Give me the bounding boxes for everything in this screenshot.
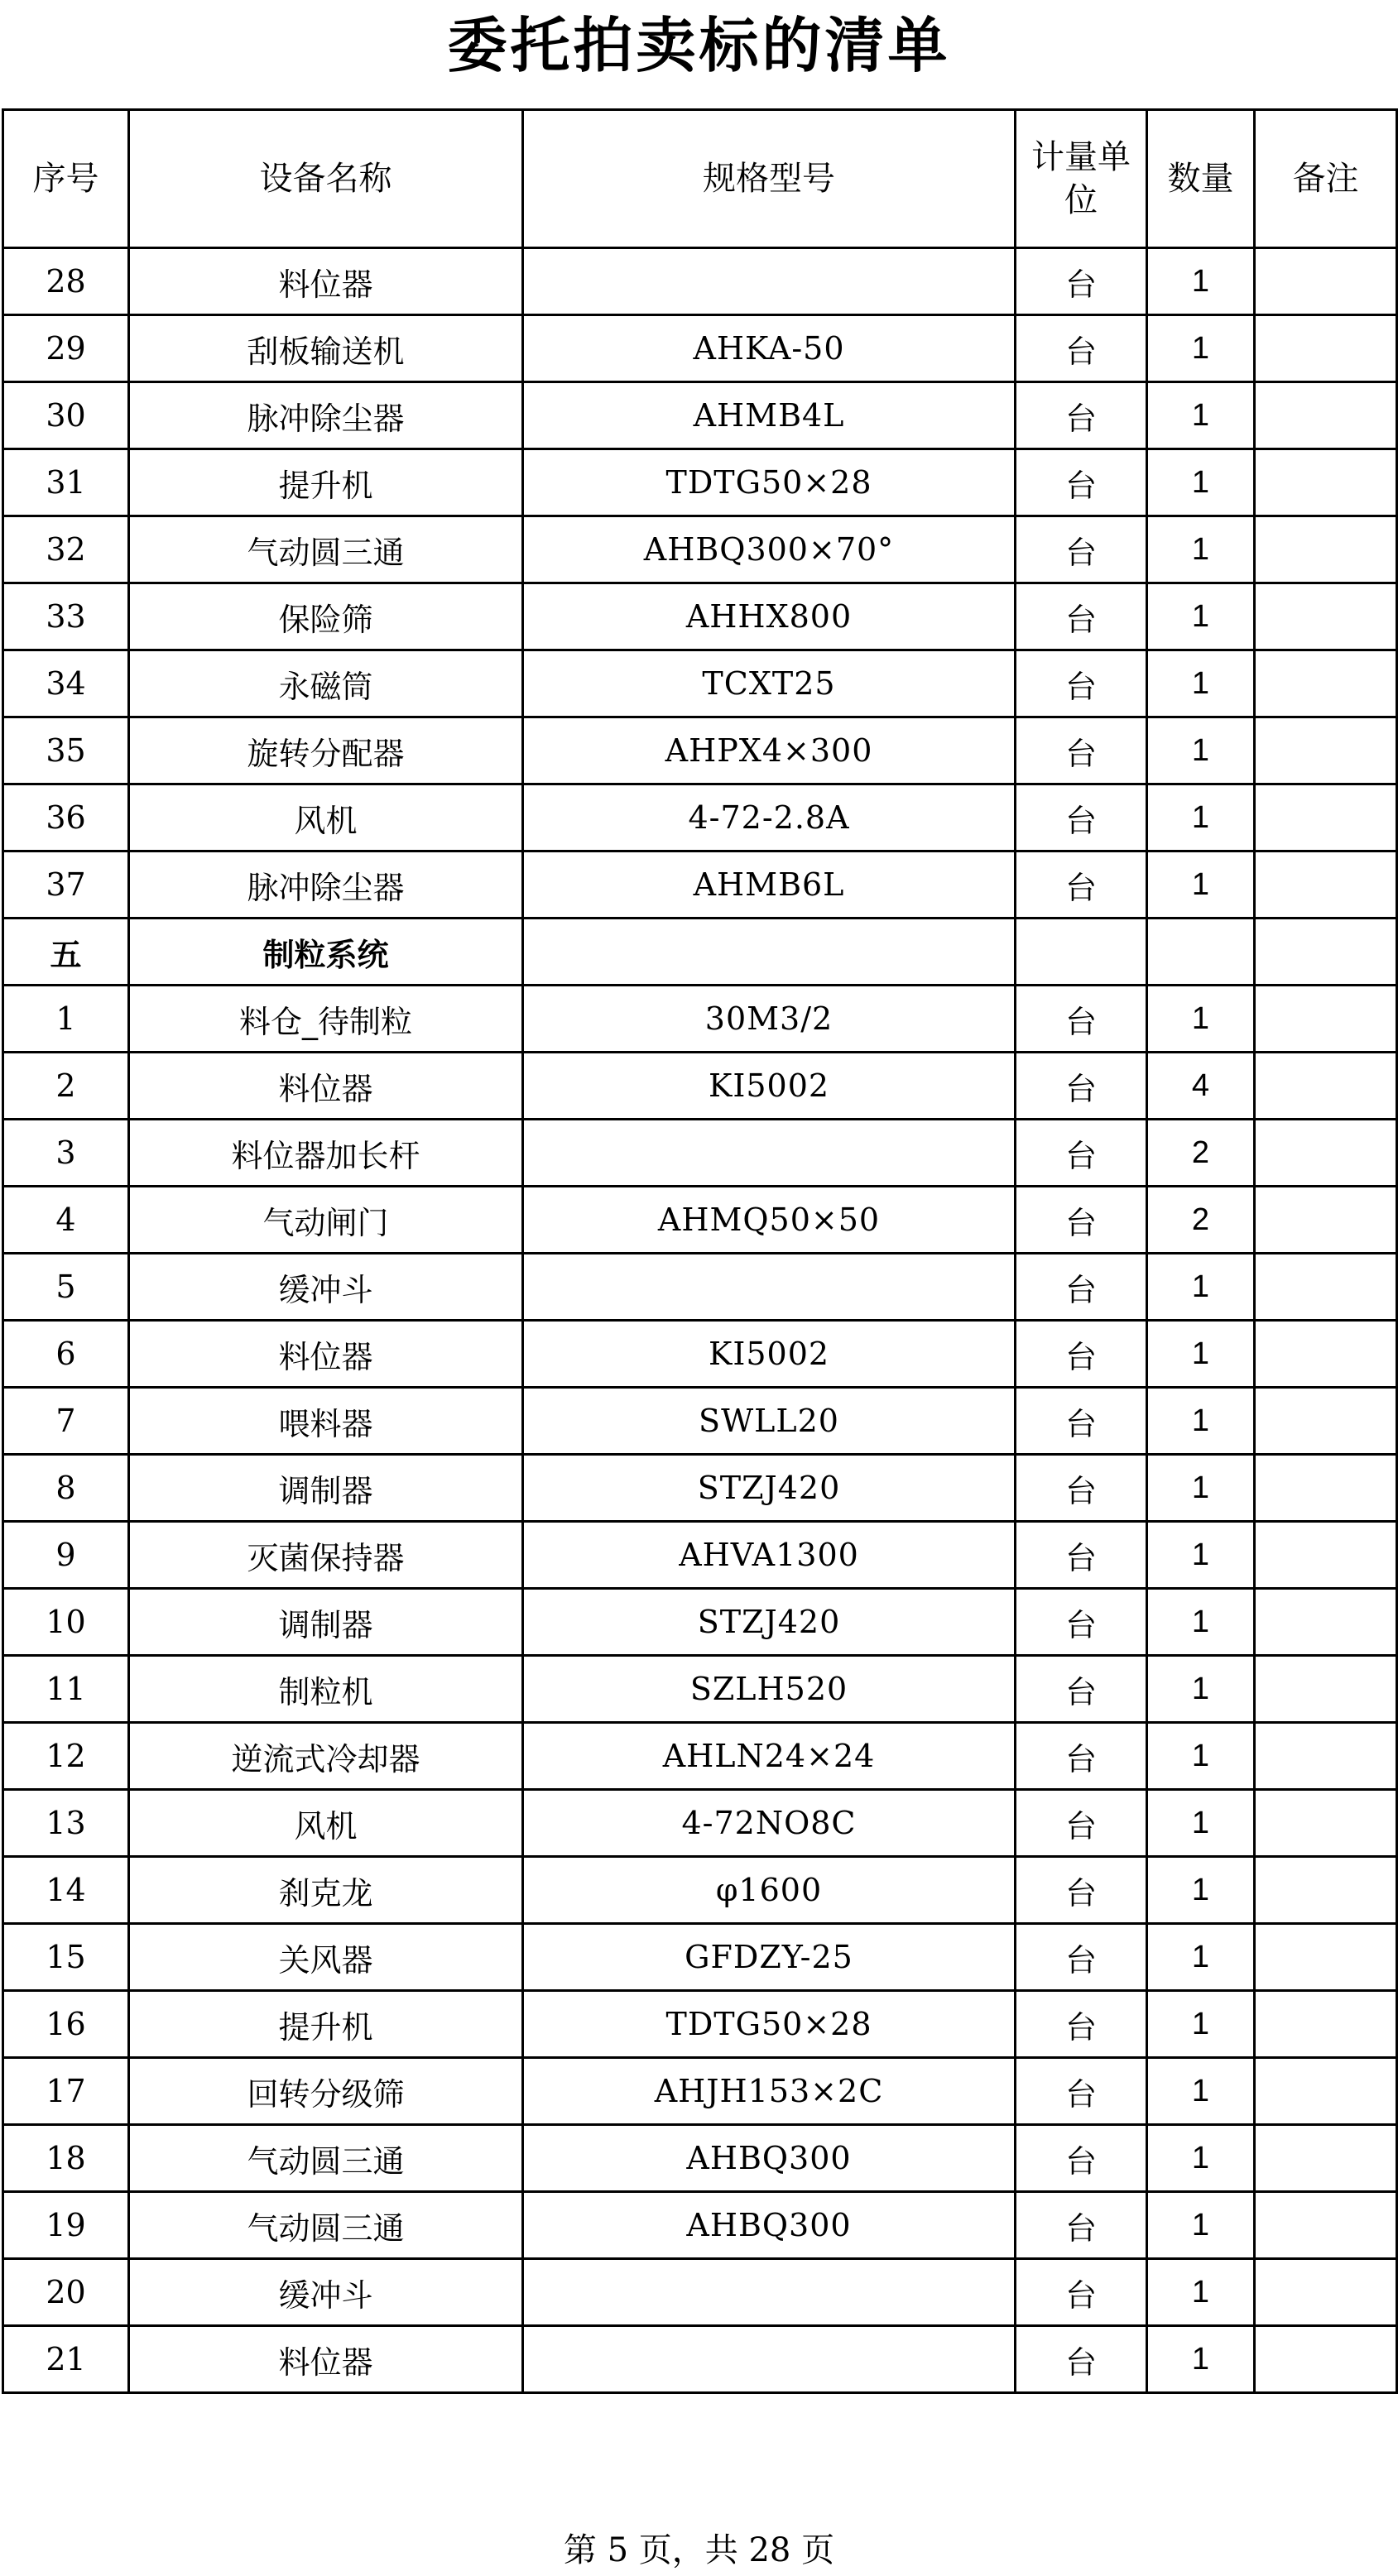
cell-name: 逆流式冷却器 — [129, 1723, 523, 1790]
cell-index: 21 — [3, 2326, 129, 2393]
cell-note — [1255, 986, 1397, 1053]
cell-qty: 1 — [1147, 1455, 1255, 1522]
cell-unit: 台 — [1016, 1723, 1147, 1790]
cell-unit: 台 — [1016, 248, 1147, 315]
cell-note — [1255, 1455, 1397, 1522]
cell-spec: SWLL20 — [523, 1388, 1016, 1455]
cell-name: 旋转分配器 — [129, 717, 523, 784]
cell-spec: SZLH520 — [523, 1656, 1016, 1723]
cell-unit: 台 — [1016, 1924, 1147, 1991]
cell-name: 气动闸门 — [129, 1187, 523, 1254]
cell-spec: AHBQ300 — [523, 2125, 1016, 2192]
cell-index: 15 — [3, 1924, 129, 1991]
cell-name: 灭菌保持器 — [129, 1522, 523, 1589]
table-row — [3, 1187, 1397, 1254]
cell-qty: 1 — [1147, 650, 1255, 717]
cell-name: 喂料器 — [129, 1388, 523, 1455]
cell-spec: 4-72NO8C — [523, 1790, 1016, 1857]
table-row — [3, 717, 1397, 784]
cell-unit: 台 — [1016, 717, 1147, 784]
cell-note — [1255, 1790, 1397, 1857]
cell-unit: 台 — [1016, 1321, 1147, 1388]
cell-name: 气动圆三通 — [129, 2125, 523, 2192]
cell-name: 保险筛 — [129, 583, 523, 650]
cell-qty: 1 — [1147, 1857, 1255, 1924]
cell-note — [1255, 315, 1397, 382]
cell-qty: 1 — [1147, 851, 1255, 919]
table-row — [3, 1455, 1397, 1522]
table-row — [3, 650, 1397, 717]
cell-qty: 1 — [1147, 2259, 1255, 2326]
cell-name: 脉冲除尘器 — [129, 851, 523, 919]
cell-qty: 1 — [1147, 1321, 1255, 1388]
asset-list-table — [2, 108, 1398, 2394]
cell-unit: 台 — [1016, 1120, 1147, 1187]
cell-index: 五 — [3, 919, 129, 986]
cell-index: 1 — [3, 986, 129, 1053]
cell-name: 料位器 — [129, 248, 523, 315]
table-row — [3, 1924, 1397, 1991]
cell-index: 29 — [3, 315, 129, 382]
cell-index: 14 — [3, 1857, 129, 1924]
table-row — [3, 315, 1397, 382]
table-row — [3, 248, 1397, 315]
cell-qty: 1 — [1147, 2326, 1255, 2393]
cell-index: 35 — [3, 717, 129, 784]
cell-index: 17 — [3, 2058, 129, 2125]
cell-note — [1255, 784, 1397, 851]
table-row — [3, 986, 1397, 1053]
cell-unit: 台 — [1016, 2058, 1147, 2125]
cell-spec — [523, 1254, 1016, 1321]
cell-spec: AHBQ300 — [523, 2192, 1016, 2259]
table-row — [3, 1321, 1397, 1388]
cell-name: 料位器加长杆 — [129, 1120, 523, 1187]
cell-spec: TCXT25 — [523, 650, 1016, 717]
table-row — [3, 784, 1397, 851]
table-row — [3, 1857, 1397, 1924]
table-row — [3, 1656, 1397, 1723]
cell-index: 12 — [3, 1723, 129, 1790]
cell-note — [1255, 1857, 1397, 1924]
cell-note — [1255, 1187, 1397, 1254]
cell-qty: 1 — [1147, 1924, 1255, 1991]
cell-index: 18 — [3, 2125, 129, 2192]
cell-spec: TDTG50×28 — [523, 449, 1016, 516]
cell-qty: 1 — [1147, 1522, 1255, 1589]
table-row — [3, 2125, 1397, 2192]
cell-name: 风机 — [129, 1790, 523, 1857]
column-header-name: 设备名称 — [129, 110, 523, 248]
cell-spec: φ1600 — [523, 1857, 1016, 1924]
cell-unit: 台 — [1016, 1254, 1147, 1321]
cell-note — [1255, 1321, 1397, 1388]
cell-unit: 台 — [1016, 516, 1147, 583]
cell-note — [1255, 382, 1397, 449]
cell-qty: 1 — [1147, 2125, 1255, 2192]
table-row — [3, 1388, 1397, 1455]
cell-qty: 1 — [1147, 1388, 1255, 1455]
cell-unit: 台 — [1016, 1187, 1147, 1254]
cell-spec: AHMB4L — [523, 382, 1016, 449]
cell-unit: 台 — [1016, 1589, 1147, 1656]
table-row — [3, 1053, 1397, 1120]
cell-name: 关风器 — [129, 1924, 523, 1991]
cell-unit: 台 — [1016, 650, 1147, 717]
cell-index: 9 — [3, 1522, 129, 1589]
cell-spec — [523, 2259, 1016, 2326]
column-header-qty: 数量 — [1147, 110, 1255, 248]
cell-index: 13 — [3, 1790, 129, 1857]
cell-unit: 台 — [1016, 986, 1147, 1053]
cell-qty: 1 — [1147, 583, 1255, 650]
page-footer: 第 5 页，共 28 页 — [563, 2531, 835, 2569]
cell-note — [1255, 1656, 1397, 1723]
cell-name: 脉冲除尘器 — [129, 382, 523, 449]
cell-qty: 1 — [1147, 1790, 1255, 1857]
cell-spec: AHVA1300 — [523, 1522, 1016, 1589]
cell-unit: 台 — [1016, 2192, 1147, 2259]
table-body — [3, 248, 1397, 2393]
table-row — [3, 382, 1397, 449]
cell-spec: AHLN24×24 — [523, 1723, 1016, 1790]
cell-qty: 1 — [1147, 1656, 1255, 1723]
cell-index: 31 — [3, 449, 129, 516]
cell-qty: 1 — [1147, 2192, 1255, 2259]
cell-index: 2 — [3, 1053, 129, 1120]
cell-name: 永磁筒 — [129, 650, 523, 717]
cell-unit: 台 — [1016, 1991, 1147, 2058]
cell-index: 10 — [3, 1589, 129, 1656]
table-row — [3, 2058, 1397, 2125]
table-row — [3, 1589, 1397, 1656]
table-row — [3, 1723, 1397, 1790]
cell-spec: AHMQ50×50 — [523, 1187, 1016, 1254]
cell-note — [1255, 1589, 1397, 1656]
cell-qty: 2 — [1147, 1120, 1255, 1187]
cell-qty: 1 — [1147, 315, 1255, 382]
table-row — [3, 851, 1397, 919]
table-row — [3, 1991, 1397, 2058]
cell-note — [1255, 2326, 1397, 2393]
cell-index: 32 — [3, 516, 129, 583]
cell-name: 缓冲斗 — [129, 2259, 523, 2326]
cell-spec: AHHX800 — [523, 583, 1016, 650]
cell-spec — [523, 248, 1016, 315]
cell-index: 33 — [3, 583, 129, 650]
table-header-row — [3, 110, 1397, 248]
cell-name: 刹克龙 — [129, 1857, 523, 1924]
table-row — [3, 1254, 1397, 1321]
cell-note — [1255, 248, 1397, 315]
cell-name: 提升机 — [129, 449, 523, 516]
cell-note — [1255, 1723, 1397, 1790]
cell-name: 制粒系统 — [129, 919, 523, 986]
column-header-unit: 计量单位 — [1016, 110, 1147, 248]
cell-note — [1255, 1522, 1397, 1589]
cell-spec — [523, 919, 1016, 986]
section-row — [3, 919, 1397, 986]
cell-name: 缓冲斗 — [129, 1254, 523, 1321]
cell-unit — [1016, 919, 1147, 986]
cell-note — [1255, 449, 1397, 516]
table-row — [3, 2259, 1397, 2326]
cell-index: 36 — [3, 784, 129, 851]
cell-note — [1255, 516, 1397, 583]
cell-note — [1255, 2192, 1397, 2259]
cell-qty: 1 — [1147, 1991, 1255, 2058]
cell-unit: 台 — [1016, 1388, 1147, 1455]
cell-unit: 台 — [1016, 784, 1147, 851]
cell-note — [1255, 1254, 1397, 1321]
cell-name: 风机 — [129, 784, 523, 851]
cell-spec: AHKA-50 — [523, 315, 1016, 382]
cell-unit: 台 — [1016, 2326, 1147, 2393]
cell-unit: 台 — [1016, 449, 1147, 516]
cell-name: 调制器 — [129, 1589, 523, 1656]
cell-index: 30 — [3, 382, 129, 449]
cell-qty: 1 — [1147, 382, 1255, 449]
cell-spec: KI5002 — [523, 1053, 1016, 1120]
cell-spec: GFDZY-25 — [523, 1924, 1016, 1991]
column-header-spec: 规格型号 — [523, 110, 1016, 248]
cell-note — [1255, 650, 1397, 717]
table-row — [3, 516, 1397, 583]
table-row — [3, 1120, 1397, 1187]
cell-unit: 台 — [1016, 2259, 1147, 2326]
cell-unit: 台 — [1016, 2125, 1147, 2192]
cell-unit: 台 — [1016, 1857, 1147, 1924]
cell-name: 回转分级筛 — [129, 2058, 523, 2125]
cell-index: 5 — [3, 1254, 129, 1321]
cell-name: 气动圆三通 — [129, 2192, 523, 2259]
cell-unit: 台 — [1016, 1053, 1147, 1120]
cell-index: 19 — [3, 2192, 129, 2259]
cell-qty: 1 — [1147, 248, 1255, 315]
cell-unit: 台 — [1016, 315, 1147, 382]
cell-name: 刮板输送机 — [129, 315, 523, 382]
table-row — [3, 1790, 1397, 1857]
cell-index: 37 — [3, 851, 129, 919]
cell-unit: 台 — [1016, 583, 1147, 650]
cell-qty: 1 — [1147, 449, 1255, 516]
cell-qty: 1 — [1147, 2058, 1255, 2125]
cell-name: 制粒机 — [129, 1656, 523, 1723]
cell-index: 4 — [3, 1187, 129, 1254]
cell-note — [1255, 851, 1397, 919]
cell-note — [1255, 2058, 1397, 2125]
cell-spec: AHPX4×300 — [523, 717, 1016, 784]
cell-qty: 1 — [1147, 986, 1255, 1053]
cell-name: 提升机 — [129, 1991, 523, 2058]
cell-spec — [523, 1120, 1016, 1187]
column-header-note: 备注 — [1255, 110, 1397, 248]
cell-unit: 台 — [1016, 1522, 1147, 1589]
cell-name: 料位器 — [129, 1053, 523, 1120]
cell-qty: 1 — [1147, 1254, 1255, 1321]
column-header-index: 序号 — [3, 110, 129, 248]
cell-index: 16 — [3, 1991, 129, 2058]
cell-unit: 台 — [1016, 1455, 1147, 1522]
cell-spec: STZJ420 — [523, 1589, 1016, 1656]
cell-qty: 1 — [1147, 1723, 1255, 1790]
cell-qty: 1 — [1147, 717, 1255, 784]
page-title: 委托拍卖标的清单 — [447, 11, 951, 80]
cell-spec: 30M3/2 — [523, 986, 1016, 1053]
table-row — [3, 2326, 1397, 2393]
cell-name: 调制器 — [129, 1455, 523, 1522]
cell-unit: 台 — [1016, 1656, 1147, 1723]
cell-note — [1255, 1924, 1397, 1991]
table-row — [3, 1522, 1397, 1589]
cell-qty: 2 — [1147, 1187, 1255, 1254]
cell-unit: 台 — [1016, 382, 1147, 449]
cell-spec: STZJ420 — [523, 1455, 1016, 1522]
cell-name: 料仓_待制粒 — [129, 986, 523, 1053]
cell-note — [1255, 1120, 1397, 1187]
cell-spec: KI5002 — [523, 1321, 1016, 1388]
cell-qty: 1 — [1147, 1589, 1255, 1656]
cell-qty — [1147, 919, 1255, 986]
cell-unit: 台 — [1016, 851, 1147, 919]
cell-qty: 1 — [1147, 516, 1255, 583]
cell-note — [1255, 583, 1397, 650]
cell-unit: 台 — [1016, 1790, 1147, 1857]
cell-note — [1255, 717, 1397, 784]
cell-spec: TDTG50×28 — [523, 1991, 1016, 2058]
cell-index: 8 — [3, 1455, 129, 1522]
cell-qty: 4 — [1147, 1053, 1255, 1120]
cell-index: 28 — [3, 248, 129, 315]
cell-spec: AHJH153×2C — [523, 2058, 1016, 2125]
cell-index: 34 — [3, 650, 129, 717]
cell-index: 20 — [3, 2259, 129, 2326]
cell-name: 料位器 — [129, 2326, 523, 2393]
cell-index: 11 — [3, 1656, 129, 1723]
cell-note — [1255, 2259, 1397, 2326]
cell-qty: 1 — [1147, 784, 1255, 851]
cell-index: 3 — [3, 1120, 129, 1187]
cell-note — [1255, 1991, 1397, 2058]
table-row — [3, 449, 1397, 516]
cell-note — [1255, 1388, 1397, 1455]
cell-name: 气动圆三通 — [129, 516, 523, 583]
cell-index: 6 — [3, 1321, 129, 1388]
cell-index: 7 — [3, 1388, 129, 1455]
cell-spec — [523, 2326, 1016, 2393]
cell-spec: AHMB6L — [523, 851, 1016, 919]
cell-note — [1255, 1053, 1397, 1120]
table-row — [3, 2192, 1397, 2259]
cell-spec: 4-72-2.8A — [523, 784, 1016, 851]
cell-spec: AHBQ300×70° — [523, 516, 1016, 583]
cell-note — [1255, 2125, 1397, 2192]
cell-name: 料位器 — [129, 1321, 523, 1388]
cell-note — [1255, 919, 1397, 986]
table-row — [3, 583, 1397, 650]
